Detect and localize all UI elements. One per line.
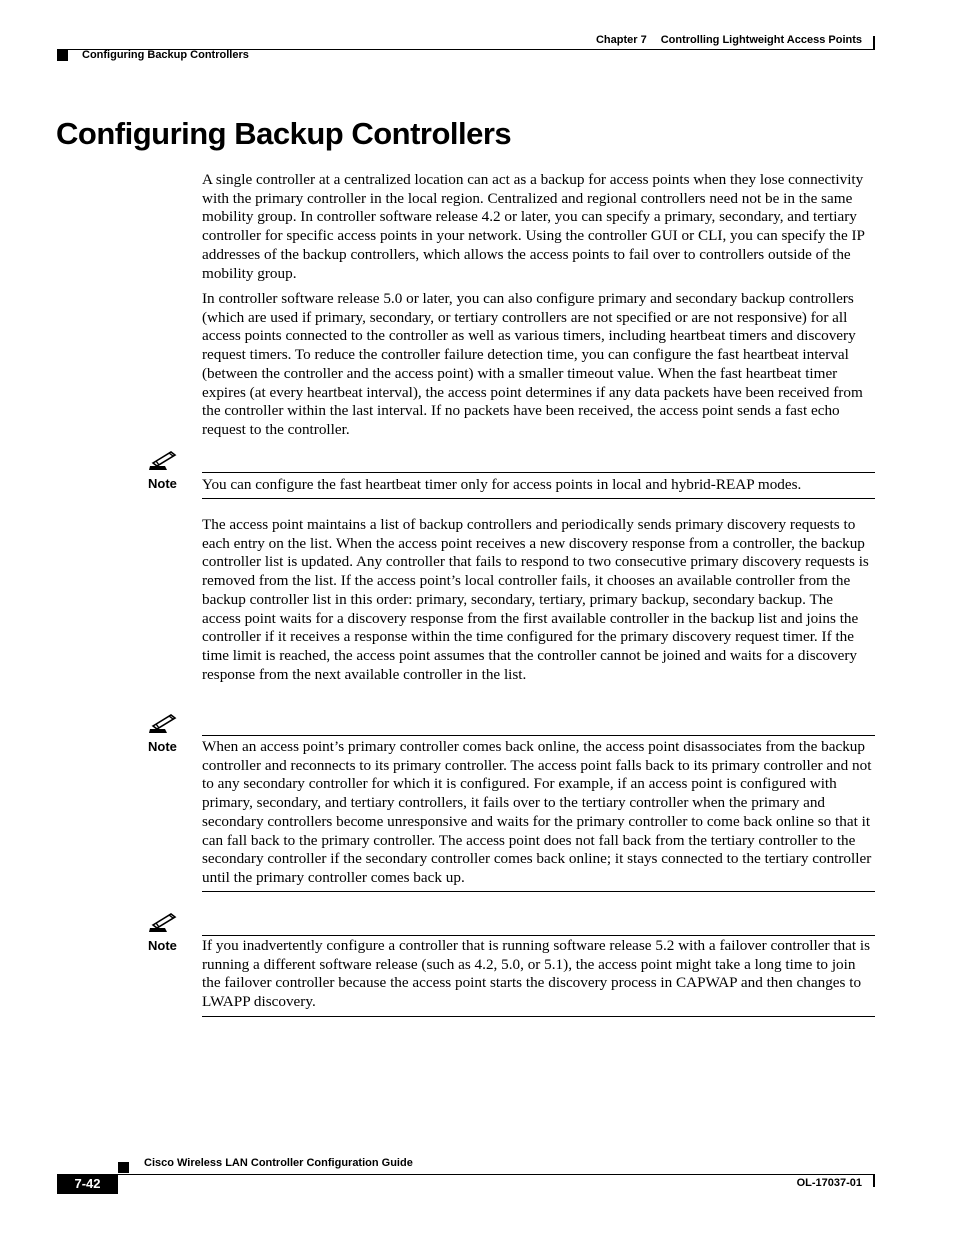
note-label: Note [148, 476, 177, 491]
note-bottom-rule [202, 891, 875, 892]
footer-rule [57, 1174, 875, 1175]
running-header-section: Configuring Backup Controllers [82, 49, 249, 61]
pencil-note-icon [148, 714, 180, 736]
note-top-rule [202, 735, 875, 736]
footer-square-marker [118, 1162, 129, 1173]
note-text: You can configure the fast heartbeat timer only for access points in local and hybrid-REAP modes. [202, 476, 802, 493]
note-bottom-rule [202, 1016, 875, 1017]
pencil-note-icon [148, 913, 180, 935]
header-square-marker [57, 50, 68, 61]
document-number: OL-17037-01 [796, 1177, 862, 1189]
note-text: When an access point’s primary controller comes back online, the access point disassociates from the backup controller and reconnects to its primary controller. The access point falls back to its primary controller and not to any secondary controller for which it is configured. For example, if an access point is configured with primary, secondary, and tertiary controllers, it fails over to the tertiary controller when the primary and secondary controllers become unresponsive and waits for the primary controller to come back online so that it can fall back to the primary controller. The access point does not fall back from the tertiary controller to the secondary controller if the secondary controller comes back online; it stays connected to the tertiary controller until the primary controller comes back up. [202, 738, 872, 886]
header-edge-bar [873, 36, 875, 50]
note-top-rule [202, 935, 875, 936]
footer-guide-title: Cisco Wireless LAN Controller Configuration Guide [144, 1157, 413, 1169]
chapter-title: Controlling Lightweight Access Points [660, 34, 862, 46]
note-text: If you inadvertently configure a controller that is running software release 5.2 with a failover controller that is running a different software release (such as 4.2, 5.0, or 5.1), the access point might take a long time to join the failover controller because the access point starts the discovery process in CAPWAP and then changes to LWAPP discovery. [202, 937, 871, 1011]
page-title: Configuring Backup Controllers [56, 116, 512, 151]
note-label: Note [148, 938, 177, 953]
paragraph-1: A single controller at a centralized location can act as a backup for access points when they lose connectivity with the primary controller in the local region. Centralized and regional controllers need not be in the same mobility group. In controller software release 4.2 or later, you can specify a primary, secondary, and tertiary controller for specific access points in your network. Using the controller GUI or CLI, you can specify the IP addresses of the backup controllers, which allows the access points to fail over to controllers outside of the mobility group. [202, 171, 865, 282]
paragraph-2: In controller software release 5.0 or later, you can also configure primary and secondary backup controllers (which are used if primary, secondary, or tertiary controllers are not specified or are not responsive) for all access points connected to the controller as well as various timers, including heartbeat timers and discovery request timers. To reduce the controller failure detection time, you can configure the fast heartbeat interval (between the controller and the access point) with a smaller timeout value. When the fast heartbeat timer expires (at every heartbeat interval), the access point determines if any data packets have been received from the controller within the last interval. If no packets have been received, the access point sends a fast echo request to the controller. [202, 290, 863, 438]
page-number: 7-42 [74, 1176, 101, 1191]
pencil-note-icon [148, 451, 180, 473]
chapter-number: Chapter 7 [595, 34, 647, 46]
running-header-chapter [560, 34, 862, 50]
footer-edge-bar [873, 1175, 875, 1187]
note-top-rule [202, 472, 875, 473]
paragraph-3: The access point maintains a list of backup controllers and periodically sends primary discovery requests to each entry on the list. When the access point receives a new discovery response from a controller, the backup controller list is updated. Any controller that fails to respond to two consecutive primary discovery requests is removed from the list. If the access point’s local controller fails, it chooses an available controller from the backup controller list in this order: primary, secondary, tertiary, primary backup, secondary backup. The access point waits for a discovery response from the first available controller in the backup list and joins the controller if it receives a response within the time configured for the primary discovery request timer. If the time limit is reached, the access point assumes that the controller cannot be joined and waits for a discovery response from the next available controller in the list. [202, 516, 869, 683]
note-label: Note [148, 739, 177, 754]
note-bottom-rule [202, 498, 875, 499]
